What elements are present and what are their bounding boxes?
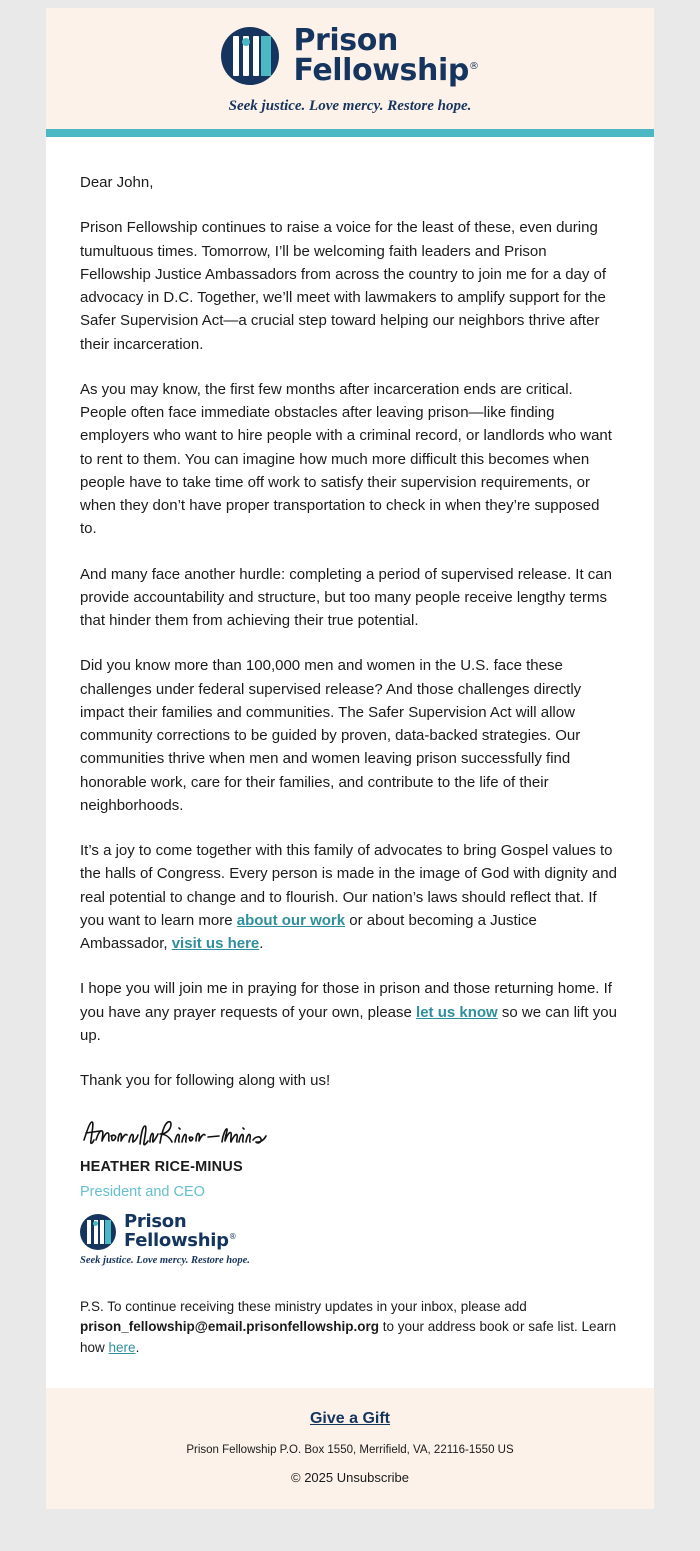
copyright-text: © 2025 [291,1469,337,1485]
paragraph-3: And many face another hurdle: completing a period of supervised release. It can provide accountability and structure, but too many people receive lengthy terms that hinder them from achieving their true potential. [80,565,612,629]
header-divider [46,129,654,137]
brand-name-line1-small: Prison [124,1211,187,1233]
organization-address: Prison Fellowship P.O. Box 1550, Merrifield, VA, 22116-1550 US [186,1443,514,1456]
ps-text-part3: . [135,1339,140,1355]
brand-wordmark [293,23,479,88]
copyright-row [46,1470,654,1485]
paragraph-6 [80,977,620,1047]
paragraph-5 [80,839,620,955]
handwritten-signature-image [80,1114,620,1152]
paragraph-4: Did you know more than 100,000 men and women in the U.S. face these challenges under federal supervised release? And those challenges directly impact their families and communities. The Safer Supervision Act will allow community corrections to be guided by proven, data-backed strategies. Our communities thrive when men and women leaving prison successfully find honorable work, care for their families, and contribute to the life of their neighborhoods. [80,657,582,814]
prison-fellowship-logo-icon-small [80,1214,116,1250]
signature-name: HEATHER RICE-MINUS [80,1159,243,1176]
paragraph-5-text-part1: It’s a joy to come together with this family of advocates to bring Gospel values to the halls of Congress. Every person is made in the image of God with dignity and real potential to change and to flourish. Our nation’s laws should reflect that. If you want to learn more [80,842,617,929]
about-our-work-link[interactable]: about our work [236,911,346,929]
give-a-gift-link[interactable]: Give a Gift [309,1409,391,1427]
brand-name-line2: Fellowship® [293,53,479,88]
ps-text-part2: to your address book or safe list. Learn how [80,1319,617,1355]
brand-tagline-small: Seek justice. Love mercy. Restore hope. [80,1254,250,1266]
ps-text-part1: P.S. To continue receiving these ministry updates in your inbox, please add [80,1299,527,1315]
email-header [46,8,654,129]
email-body [46,8,654,1388]
paragraph-1: Prison Fellowship continues to raise a voice for the least of these, even during tumultuous times. Tomorrow, I’ll be welcoming faith leaders and Prison Fellowship Justice Ambassadors from across the country to join me for a day of advocacy in D.C. Together, we’ll meet with lawmakers to amplify support for the Safer Supervision Act—a crucial step toward helping our neighbors thrive after their incarceration. [80,219,607,353]
paragraph-6-text-part2: so we can lift you up. [80,1003,617,1044]
paragraph-2: As you may know, the first few months after incarceration ends are critical. People often face immediate obstacles after leaving prison—like finding employers who want to hire people with a criminal record, or landlords who want to rent to them. You can imagine how much more difficult this becomes when people have to take time off work to satisfy their supervision requirements, or when they don’t have proper transportation to check in when they’re supposed to. [80,380,612,538]
brand-name-line2-small: Fellowship® [124,1229,237,1251]
paragraph-6-text-part1: I hope you will join me in praying for those in prison and those returning home. If you have any prayer requests of your own, please [80,980,612,1021]
greeting: Dear John, [80,174,154,191]
paragraph-5-text-part3: . [259,935,264,952]
letter-content [46,137,654,1275]
prison-fellowship-logo-icon [221,27,279,85]
postscript [46,1275,654,1388]
brand-name-line1: Prison [293,23,398,58]
email-footer-wrap [46,1388,654,1509]
visit-us-here-link[interactable]: visit us here [171,935,260,952]
brand-logo-small [80,1213,620,1250]
signature-title: President and CEO [80,1183,205,1200]
registered-mark-small: ® [228,1231,237,1241]
closing-line: Thank you for following along with us! [80,1072,331,1089]
brand-wordmark-small [124,1213,236,1250]
brand-tagline: Seek justice. Love mercy. Restore hope. [228,98,472,114]
unsubscribe-link[interactable]: Unsubscribe [336,1469,409,1485]
learn-how-here-link[interactable]: here [108,1339,136,1355]
email-footer [46,1388,654,1509]
paragraph-5-text-part2: or about becoming a Justice Ambassador, [80,911,537,952]
registered-mark: ® [468,61,479,72]
brand-logo [46,23,654,88]
let-us-know-link[interactable]: let us know [416,1003,498,1021]
ps-email-address: prison_fellowship@email.prisonfellowship.org [80,1319,379,1335]
